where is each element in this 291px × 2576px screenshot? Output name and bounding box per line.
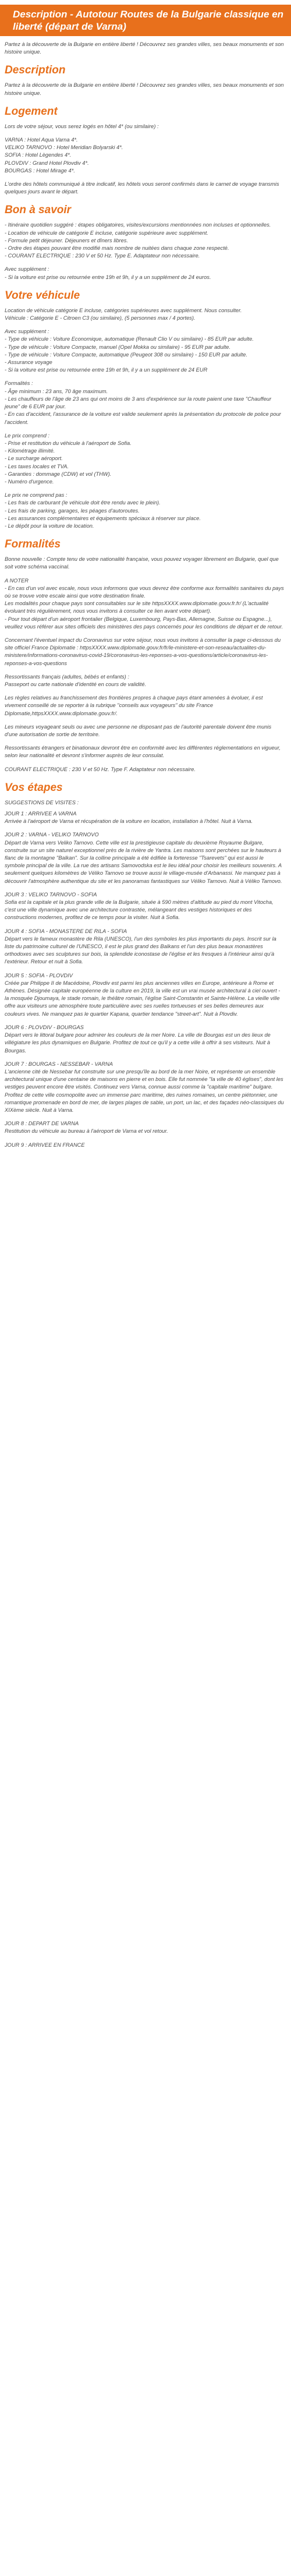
day-4: JOUR 4 : SOFIA - MONASTERE DE RILA - SOFIA Départ vers le fameux monastère de Rila (UNESCO), l'un des symboles les plus importants du pays. Inscrit sur la liste du patrimoine culturel de l'UNESCO, il est le plus grand des Balkans et l'un des plus beaux monastères orthodoxes avec ses sculptures sur bois, la splendide iconostase de l'église et les fresques à l'intérieur ainsi qu'à l'extérieur. Retour et nuit à Sofia. [5,928,276,965]
day-5: JOUR 5 : SOFIA - PLOVDIV Créée par Philippe II de Macédoine, Plovdiv est parmi les plus anciennes villes en Europe, antérieure à Rome et Athènes. Désignée capitale européenne de la culture en 2019, la ville est un vrai musée architectural à ciel ouvert - la mosquée Djoumaya, le stade romain, le théâtre romain, l'église Saint-Constantin et Sainte-Hélène. La vieille ville offre aux visiteurs une atmosphère toute particulière avec ses ruelles tortueuses et ses belles demeures aux couleurs vives. Ne manquez pas le quartier Kapana, quartier tendance "street-art". Nuit à Plovdiv. [5,972,281,1017]
day-9: JOUR 9 : ARRIVEE EN FRANCE [5,1142,85,1148]
vehicule-non-inclus: Le prix ne comprend pas : - Les frais de carburant (le véhicule doit être rendu avec le plein). - Les frais de parking, garages, les péages d'autoroutes. - Les assurances complémentaires et équipements spéciaux à réserver sur place. - Le dépôt pour la voiture de location. [5,492,201,529]
vehicule-inclus: Le prix comprend : - Prise et restitution du véhicule à l'aéroport de Sofia. - Kilométrage illimité. - Le surcharge aéroport. - Les taxes locales et TVA. - Garanties : dommage (CDW) et vol (THW). - Numéro d'urgence. [5,432,132,485]
logement-hotels: VARNA : Hotel Aqua Varna 4*. VELIKO TARNOVO : Hotel Meridian Bolyarski 4*. SOFIA : Hotel Lègendes 4*. PLOVDIV : Grand Hotel Plovdiv 4*. BOURGAS : Hotel Mirage 4*. [5,137,123,174]
description-text: Partez à la découverte de la Bulgarie en entière liberté ! Découvrez ses grandes villes, ses beaux monuments et son histoire unique. [5,82,284,96]
bon-a-savoir-heading: Bon à savoir [5,204,72,217]
day-2: JOUR 2 : VARNA - VELIKO TARNOVO Départ de Varna vers Veliko Tarnovo. Cette ville est la prestigieuse capitale du deuxième Royaume Bulgare, construite sur un site naturel exceptionnel près de la rivière de Yantra. Les maisons sont perchées sur le hauteurs à flanc de la montagne "Balkan". Sur la colline principale a été édifiée la forteresse "Tsarevets" qui est aussi le symbole principal de la ville. La rue des artisans Samovodska est le lieu idéal pour choisir les meilleurs souvenirs. A seulement quelques kilomètres de Véliko Tarnovo se trouve aussi le village-musée d'Arbanassi. Ne manquez pas à découvrir l'atmosphère authentique du site et les panoramas fantastiques sur Véliko Tarnovo. Nuit à Véliko Tarnovo. [5,832,282,884]
formalites-intro: Bonne nouvelle : Compte tenu de votre nationalité française, vous pouvez voyager librement en Bulgarie, quel que soit votre schéma vaccinal. [5,556,279,570]
day-3: JOUR 3 : VELIKO TARNOVO - SOFIA Sofia est la capitale et la plus grande ville de la Bulgarie, située à 590 mètres d'altitude au pied du mont Vitocha, c'est une ville dynamique avec une architecture contrastée, mélangeant des vestiges historiques et des constructions modernes, profitez de ce temps pour la visiter. Nuit à Sofia. [5,891,274,921]
vehicule-supplement: Avec supplément : - Type de véhicule : Voiture Economique, automatique (Renault Clio V ou similaire) - 85 EUR par adulte. - Type de véhicule : Voiture Compacte, manuel (Opel Mokka ou similaire) - 95 EUR par adulte. - Type de véhicule : Voiture Compacte, automatique (Peugeot 308 ou similaire) - 150 EUR par adulte. - Assurance voyage - Si la voiture est prise ou retournée entre 19h et 9h, il y a un supplément de 24 EUR [5,328,254,373]
formalites-ressortissants: Ressortissants français (adultes, bébés et enfants) : Passeport ou carte nationale d'identité en cours de validité. [5,673,147,687]
logement-note: L'ordre des hôtels communiqué à titre indicatif, les hôtels vous seront confirmés dans le carnet de voyage transmis quelques jours avant le départ. [5,181,279,195]
logement-heading: Logement [5,105,58,118]
page [0,0,291,1161]
vehicule-intro: Location de véhicule catégorie E incluse, catégories supérieures avec supplément. Nous consulter. Véhicule : Catégorie E - Citroen C3 (ou similaire), (5 personnes max / 4 portes). [5,307,242,321]
day-1: JOUR 1 : ARRIVEE A VARNA Arrivée à l'aéroport de Varna et récupération de la voiture en location, installation à l'hôtel. Nuit à Varna. [5,811,253,825]
vehicule-formalites: Formalités : - Âge minimum : 23 ans, 70 âge maximum. - Les chauffeurs de l'âge de 23 ans qui ont moins de 3 ans d'expérience sur la route paient une taxe "Chauffeur jeune" de 6 EUR par jour. - En cas d'accident, l'assurance de la voiture est valide seulement après la présentation du protocole de police pour l'accident. [5,380,281,425]
bon-a-savoir-items: - Itinéraire quotidien suggéré : étapes obligatoires, visites/excursions mentionnées non incluses et optionnelles. - Location de véhicule de catégorie E incluse, catégorie supérieure avec supplément. - Formule petit déjeuner. Déjeuners et dîners libres. - Ordre des étapes pouvant être modifié mais nombre de nuitées dans chaque zone respecté. - COURANT ELECTRIQUE : 230 V et 50 Hz. Type E. Adaptateur non nécessaire. [5,222,271,259]
vehicule-heading: Votre véhicule [5,289,80,302]
formalites-heading: Formalités [5,538,61,551]
description-heading: Description [5,64,66,77]
formalites-courant: COURANT ELECTRIQUE : 230 V et 50 Hz. Type F. Adaptateur non nécessaire. [5,766,196,772]
intro-text: Partez à la découverte de la Bulgarie en entière liberté ! Découvrez ses grandes villes, ses beaux monuments et son histoire unique. [5,41,284,55]
day-6: JOUR 6 : PLOVDIV - BOURGAS Départ vers le littoral bulgare pour admirer les couleurs de la mer Noire. La ville de Bourgas est un des lieux de villégiature les plus dynamiques en Bulgarie. Profitez de tout ce qu'il y a cette ville à offrir à ses visiteurs. Nuit à Bourgas. [5,1024,271,1054]
content [0,41,291,1149]
bon-a-savoir-supplement: Avec supplément : - Si la voiture est prise ou retournée entre 19h et 9h, il y a un supplément de 24 euros. [5,266,211,280]
formalites-regles: Les règles relatives au franchissement des frontières propres à chaque pays étant amenées à évoluer, il est vivement conseillé de se reporter à la rubrique "conseils aux voyageurs" du site France Diplomatie,httpsXXXX.www.diplomatie.gouv.fr/. [5,695,263,716]
logement-intro: Lors de votre séjour, vous serez logés en hôtel 4* (ou similaire) : [5,123,159,129]
formalites-mineurs: Les mineurs voyageant seuls ou avec une personne ne disposant pas de l'autorité parentale doivent être munis d'une autorisation de sortie de territoire. [5,723,272,737]
day-8: JOUR 8 : DEPART DE VARNA Restitution du véhicule au bureau à l'aéroport de Varna et vol retour. [5,1121,168,1135]
page-title: Description - Autotour Routes de la Bulgarie classique en liberté (départ de Varna) [0,5,291,36]
etapes-subtitle: SUGGESTIONS DE VISITES : [5,799,79,805]
formalites-etrangers: Ressortissants étrangers et binationaux devront être en conformité avec les différentes réglementations en vigueur, selon leur nationalité et devront s'informer auprès de leur consulat. [5,745,281,759]
formalites-coronavirus: Concernant l'éventuel impact du Coronavirus sur votre séjour, nous vous invitons à consulter la page ci-dessous du site officiel France Diplomatie : httpsXXXX.www.diplomatie.gouv.fr/fr/le-ministere-et-son-reseau/actualites-du-ministere/informations-coronavirus-covid-19/coronavirus-les-reponses-a-vos-questions/article/coronavirus-les-reponses-a-vos-questions [5,637,281,666]
etapes-heading: Vos étapes [5,781,63,794]
formalites-noter: A NOTER - En cas d'un vol avec escale, nous vous informons que vous devrez être conforme aux formalités sanitaires du pays où se trouve votre escale ainsi que votre destination finale. Les modalités pour chaque pays sont consultables sur le site httpsXXXX.www.diplomatie.gouv.fr.fr/ (L'actualité évoluant très régulièrement, nous vous invitons à consulter ce lien avant votre départ). - Pour tout départ d'un aéroport frontalier (Belgique, Luxembourg, Pays-Bas, Allemagne, Suisse ou Espagne...), veuillez vous référer aux sites officiels des ministères des pays concernés pour les conditions de départ et de retour. [5,577,284,630]
day-7: JOUR 7 : BOURGAS - NESSEBAR - VARNA L'ancienne cité de Nessebar fut construite sur une presqu'île au bord de la mer Noire, et représente un ensemble architectural unique d'une centaine de maisons en pierre et en bois. Elle fut nommée "la ville de 40 églises", dont les vestiges peuvent encore être visités. Continuez vers Varna, connue aussi comme la "capitale maritime" bulgare. Profitez de cette ville cosmopolite avec un immense parc maritime, des ruines romaines, un centre piétonnier, une romantique promenade en bord de mer, de larges plages de sable, un port, un lac, et des façades néo-classiques du XIXème siècle. Nuit à Varna. [5,1061,284,1113]
